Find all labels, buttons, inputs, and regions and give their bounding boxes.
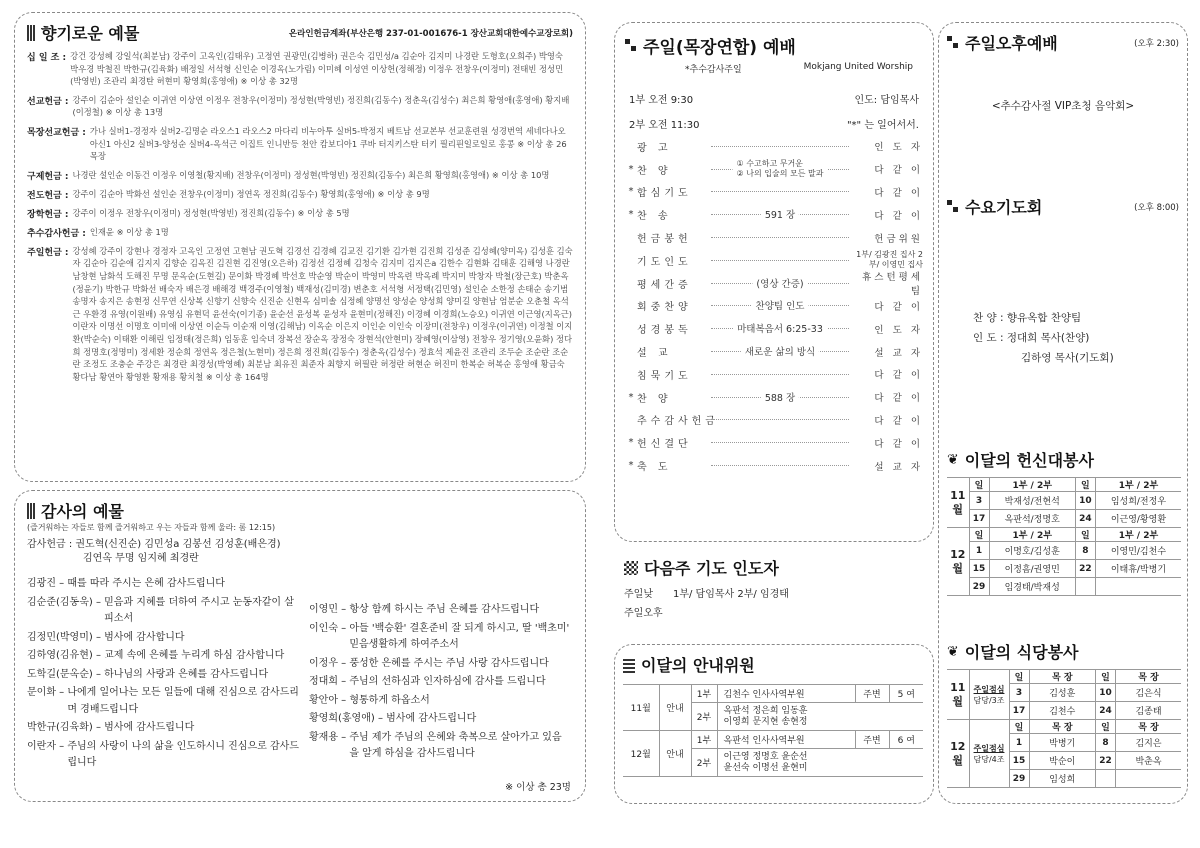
thanks-name: 황안아	[309, 694, 338, 706]
month-num: 11	[950, 488, 966, 502]
thanks-item	[27, 630, 299, 647]
offering-row	[27, 207, 573, 220]
order-dots	[711, 374, 849, 375]
order-dots	[711, 301, 849, 313]
order-person: 다 같 이	[874, 301, 923, 313]
schedule-header: 일	[1096, 720, 1116, 734]
offering-row	[27, 226, 573, 239]
order-dots	[711, 442, 849, 443]
thanks-item	[309, 730, 571, 763]
schedule-day: 29	[969, 578, 989, 596]
thanks-text: 형통하게 하옵소서	[349, 694, 430, 706]
section-mark-icon	[947, 36, 959, 50]
order-detail: 591 장	[761, 207, 799, 221]
thanks-subtitle: (즐거워하는 자들로 함께 즐거워하고 우는 자들과 함께 울라: 롬 12:15)	[27, 523, 276, 532]
thanks-text: 믿음과 지혜를 더하여 주시고 눈동자같이 살피소서	[104, 596, 294, 624]
worship-section	[614, 22, 934, 542]
thanks-item	[309, 621, 571, 654]
thanks-text: 아들 '백승환' 결혼준비 잘 되게 하시고, 딸 '백초미' 믿음생활하게 하여주소서	[349, 622, 570, 650]
ushers-section	[614, 644, 934, 804]
schedule-names: 김종태	[1116, 702, 1181, 720]
worship-order-item	[625, 181, 923, 204]
usher-role: 안내	[659, 685, 691, 731]
order-person: 다 같 이	[874, 210, 923, 222]
schedule-day: 24	[1075, 510, 1095, 528]
order-person: 다 같 이	[874, 438, 923, 450]
thanks-item	[27, 685, 299, 718]
thanks-name: 김정민(박영미)	[27, 631, 93, 643]
ushers-title: 이달의 안내위원	[623, 653, 925, 676]
schedule-names: 김은식	[1116, 684, 1181, 702]
order-detail: (영상 간증)	[752, 276, 807, 290]
ushers-table	[623, 684, 923, 777]
schedule-names: 옥판석/정명호	[989, 510, 1075, 528]
worship-order-item	[625, 295, 923, 318]
thanks-item	[309, 711, 571, 728]
schedule-header: 1부 / 2부	[989, 528, 1075, 542]
schedule-day: 8	[1075, 542, 1095, 560]
schedule-day: 1	[1009, 734, 1029, 752]
thanks-item	[27, 667, 299, 684]
second-service-time: 2부 오전 11:30	[629, 120, 700, 131]
thanks-text: 하나님의 사랑과 은혜를 감사드립니다	[104, 668, 269, 680]
order-item-name: 합심기도	[637, 188, 692, 200]
schedule-names: 이명호/김성훈	[989, 542, 1075, 560]
order-stand-mark: *	[628, 209, 634, 221]
thanks-dash: –	[337, 676, 350, 687]
thanks-dash: –	[92, 668, 105, 680]
schedule-day: 15	[969, 560, 989, 578]
offering-row	[27, 125, 573, 163]
thanks-text: 나에게 일어나는 모든 일들에 대해 진심으로 감사드리며 경배드립니다	[67, 687, 299, 715]
schedule-day: 17	[969, 510, 989, 528]
worship-order-item	[625, 340, 923, 363]
thanks-text: 범사에 감사드립니다	[104, 722, 195, 733]
schedule-day: 22	[1075, 560, 1095, 578]
month-word: 월	[952, 561, 964, 575]
month-word: 월	[952, 502, 964, 516]
worship-order-item	[625, 203, 923, 226]
meal-title: ❦ 이달의 식당봉사	[947, 643, 1079, 662]
offering-names: 강주이 김순아 박화선 설인순 전창우(이정미) 정연옥 정진희(김동수) 황영희(홍영애) ※ 이상 총 9명	[72, 188, 430, 199]
thanks-item	[309, 602, 571, 619]
order-person: 헌금위원	[874, 233, 923, 245]
order-item-name: 성경봉독	[637, 325, 692, 337]
section-checker-icon	[624, 561, 638, 575]
schedule-day: 3	[1009, 684, 1029, 702]
section-bars-icon	[623, 657, 635, 673]
offering-categories	[27, 50, 573, 383]
order-item-name: 헌신결단	[637, 439, 692, 451]
thanks-dash: –	[55, 578, 68, 589]
schedule-day: 22	[1096, 752, 1116, 770]
thanks-dash: –	[92, 596, 105, 608]
schedule-day: 1	[969, 542, 989, 560]
offering-label: 십 일 조 :	[27, 53, 67, 63]
meal-duty-team: 담당/4조	[973, 754, 1005, 764]
thanks-name: 이정우	[309, 657, 338, 669]
order-detail: 찬양팀 인도	[752, 298, 809, 312]
thanks-name: 이란자	[27, 740, 56, 752]
schedule-header: 1부 / 2부	[1095, 528, 1181, 542]
worship-order-item	[625, 386, 923, 409]
afternoon-time: (오후 2:30)	[1134, 38, 1179, 49]
usher-part: 1부	[691, 731, 717, 749]
order-person: 1부/ 김광진 집사 2부/ 이영민 집사	[856, 250, 923, 270]
schedule-names: 김천수	[1029, 702, 1096, 720]
thanks-name: 도학길(문옥순)	[27, 668, 93, 680]
thanks-text: 풍성한 은혜를 주시는 주님 사랑 감사드립니다	[349, 657, 549, 669]
order-person: 다 같 이	[874, 393, 923, 405]
schedule-names: 이정흠/권영민	[989, 560, 1075, 578]
thanks-name: 김광진	[27, 578, 56, 589]
schedule-header: 일	[1009, 670, 1029, 684]
offering-names: 인재윤 ※ 이상 총 1명	[89, 226, 169, 237]
month-cell	[947, 478, 969, 528]
order-detail: 588 장	[761, 390, 799, 404]
order-dots	[711, 237, 849, 238]
worship-order-item	[625, 135, 923, 158]
schedule-day: 15	[1009, 752, 1029, 770]
meal-duty-label: 주일점심	[973, 743, 1005, 753]
thanks-head: 감사헌금 : 권도혁(신진순) 김민성a 김봉선 김성훈(배은경) 김연옥 무명 임지혜 최경란	[27, 539, 281, 564]
order-item-name: 축 도	[637, 462, 672, 474]
wednesday-leader: 인 도 : 정대희 목사(찬양)	[973, 332, 1090, 344]
worship-order-item	[625, 317, 923, 340]
thanks-name: 황재용	[309, 731, 338, 743]
schedule-names: 이영민/김천수	[1095, 542, 1181, 560]
usher-part: 2부	[691, 703, 717, 731]
schedule-header: 일	[1096, 670, 1116, 684]
schedule-names: 김성훈	[1029, 684, 1096, 702]
offering-label: 구제헌금 :	[27, 171, 69, 182]
schedule-header: 일	[1075, 528, 1095, 542]
thanks-right-list	[309, 602, 571, 774]
order-item-name: 광 고	[637, 142, 672, 154]
schedule-names: 임성희	[1029, 770, 1096, 788]
section-bar-icon	[27, 503, 35, 519]
offering-names: 강주이 김순아 설인순 이귀연 이상연 이정우 전창우(이정미) 정성현(박영빈) 정진희(김동수) 정춘옥(김성수) 최은희 황영애(홍영애) 황지배(이정철) ※ 이상 총 13명	[72, 94, 570, 118]
thanks-text: 범사에 감사드립니다	[386, 713, 477, 724]
thanks-dash: –	[337, 604, 350, 615]
schedule-names	[1095, 578, 1181, 596]
schedule-names: 임성희/전정우	[1095, 492, 1181, 510]
order-person: 다 같 이	[874, 415, 923, 427]
order-stand-mark: *	[628, 391, 634, 403]
usher-month: 11월	[623, 685, 659, 731]
schedule-header: 1부 / 2부	[1095, 478, 1181, 492]
schedule-header: 일	[1075, 478, 1095, 492]
worship-order-item	[625, 409, 923, 432]
offering-label: 추수감사헌금 :	[27, 228, 86, 239]
order-dots	[711, 324, 849, 336]
order-person: 다 같 이	[874, 187, 923, 199]
schedule-header: 목 장	[1116, 720, 1181, 734]
worship-order-item	[625, 158, 923, 181]
thanks-dash: –	[92, 722, 105, 733]
thanks-name: 박한규(김육화)	[27, 722, 93, 733]
worship-title: 주일(목장연합) 예배	[625, 33, 923, 58]
order-person: 다 같 이	[874, 165, 923, 177]
afternoon-content: <추수감사절 VIP초청 음악회>	[991, 100, 1135, 112]
service-leader: 인도: 담임목사	[854, 95, 919, 106]
usher-count: 6 여	[889, 731, 923, 749]
thanks-item	[309, 674, 571, 691]
order-item-name: 찬 양	[637, 393, 672, 405]
thanks-text: 때를 따라 주시는 은혜 감사드립니다	[67, 578, 225, 589]
order-item-name: 평세간증	[637, 279, 692, 291]
schedule-header: 목 장	[1029, 670, 1096, 684]
order-stand-mark: *	[628, 186, 634, 198]
offering-label: 주일헌금 :	[27, 247, 69, 258]
thanks-name: 정대희	[309, 676, 338, 687]
offering-names: 나경란 설인순 이동건 이정우 이영철(황지배) 전창우(이정미) 정성현(박영빈) 정진희(김동수) 최은희 황영희(홍영애) ※ 이상 총 10명	[72, 169, 550, 180]
thanks-item	[27, 739, 299, 772]
offering-row	[27, 245, 573, 384]
first-service-time: 1부 오전 9:30	[629, 95, 694, 106]
offering-names: 강건 강성혜 강일석(최분남) 강주이 고옥인(김태우) 고정연 권광민(김병하) 권은숙 김민성/a 김순아 김지미 나경란 도형호(오희주) 박영숙 박우경 박철진 박한규(김육화) 배정일 서석형 신인순 이경옥(노가림) 이미혜 이성연 이상헌(정해정) 이정우 전창우(이정미) 전태빈 정성민(박영빈) 조관리 최경탄 허현미 황영희(홍영애) ※ 이상 총 32명	[70, 51, 564, 87]
nextweek-section	[614, 546, 934, 642]
wednesday-title: 수요기도회	[947, 195, 1042, 218]
wednesday-prayer-leader: 김하영 목사(기도회)	[1021, 352, 1114, 364]
thanks-name: 김하영(김유현)	[27, 650, 93, 661]
offering-names: 강주이 이정우 전창우(이정미) 정성현(박영빈) 정진희(김동수) ※ 이상 총 5명	[72, 207, 350, 218]
order-stand-mark: *	[628, 460, 634, 472]
order-item-name: 회중찬양	[637, 302, 692, 314]
schedule-day: 10	[1096, 684, 1116, 702]
usher-names: 옥판석 인사사역부원	[717, 731, 855, 749]
order-item-name: 찬 송	[637, 211, 672, 223]
thanks-text: 주님 제가 주님의 은혜와 축복으로 살아가고 있음을 알게 하심을 감사드립니다	[349, 731, 562, 759]
usher-names: 이근영 정명호 윤순선 윤선숙 이명선 윤현미	[717, 749, 923, 777]
offering-names: 강성혜 강주이 강현나 경정자 고옥인 고정연 고현남 권도혁 김경선 김경혜 김교진 김기환 김가현 김진희 김성준 김성혜(양미옥) 김성훈 김숙자 김순아 김순애 김지지 김향순 김옥진 김진현 김진영(오은하) 김정선 김정혜 김청숙 김지미 김지은a 김한수 김현화 김태훈 김해영 나경란 남창현 남화석 도해진 무명 문옥순(도현길) 문이화 박경혜 박선호 박순영 박순이 박영미 박옥련 박옥례 박지미 박창자 박철(장근호) 박춘옥(정윤기) 박한규 박화선 배숙자 배은경 배해경 백경주(이영철) 백재성(김미경) 변춘호 서석형 서정택(김민영) 설인순 소한정 손태순 송기범 송명자 송지은 송현정 신무연 신상복 신향기 신향숙 신진순 신현옥 심미솔 심정혜 양명선 양성순 양성희 양미길 양현남 엄분순 오춘철 옥석근 우환경 유영(이원배) 유영심 유현덕 윤선숙(이기종) 윤순선 윤성복 윤성자 윤현미(정해진) 이경혜 이경희(노승오) 이귀연 이근영(지옥근) 이란자 이명선 이명호 이미애 이상연 이순득 이순재 이영(김해남) 이옥순 이은지 이인순 이인숙 이장미(전창우) 이정우(이귀연) 이정철 이지환(박순숙) 이태환 이해린 임정태(정은희) 임동훈 임숙녀 장복선 장순옥 장정숙 장현석(안현미) 장혜영(이삼영) 전창우 정기영(오윤화) 정다희 정명호(정명미) 정세환 정순희 정연옥 정은철(노현미) 정은희 정진희(김동수) 정춘옥(김성수) 정효석 제윤진 조관리 조두순 조순란 조순란 조정도 조충순 주강은 최경란 최경성(박영혜) 최분남 최유진 최준자 최향지 허필란 허정란 허현순 허진미 한복순 허복순 홍영애 황금숙 황다남 황연아 황영환 황재용 황치철 ※ 이상 총 164명	[72, 245, 573, 382]
thanks-dash: –	[337, 694, 350, 706]
offering-names: 가나 실버1-경정자 실버2-김명순 라오스1 라오스2 마다리 비누아투 실버5-박정지 베트남 선교본부 선교훈련원 성경번역 세네다나오 아신1 아신2 실버3-양성순 실버4-옥석근 이집트 인니반등 천안 캄보디아1 쿠바 터지키스탄 터키 필리핀일로일로 홍콩 ※ 이상 총 26목장	[89, 125, 567, 162]
order-dots	[711, 419, 849, 420]
thanks-item	[27, 648, 299, 665]
schedule-header: 일	[969, 528, 989, 542]
thanks-name: 이인숙	[309, 622, 338, 634]
usher-month: 12월	[623, 731, 659, 777]
schedule-names: 이근영/황영환	[1095, 510, 1181, 528]
month-cell	[947, 720, 969, 788]
nextweek-label-day: 주일낮	[624, 589, 653, 600]
offering-label: 선교헌금 :	[27, 96, 69, 107]
month-cell	[947, 528, 969, 596]
offering-section	[14, 12, 586, 482]
schedule-names: 박순이	[1029, 752, 1096, 770]
schedule-names: 이태휴/박병기	[1095, 560, 1181, 578]
bank-account: 온라인헌금계좌(부산은행 237-01-001676-1 장산교회대한예수교장로회)	[288, 28, 573, 39]
order-dots	[711, 347, 849, 359]
usher-names: 김천수 인사사역부원	[717, 685, 855, 703]
schedule-day: 3	[969, 492, 989, 510]
order-dots	[711, 158, 849, 178]
usher-part: 1부	[691, 685, 717, 703]
worship-english: Mokjang United Worship	[803, 62, 913, 72]
usher-count: 5 여	[889, 685, 923, 703]
order-person: 인 도 자	[874, 142, 923, 154]
usher-role: 안내	[659, 731, 691, 777]
meal-duty-label: 주일점심	[973, 684, 1005, 694]
nextweek-title: 다음주 기도 인도자	[624, 556, 924, 579]
schedule-day: 17	[1009, 702, 1029, 720]
devotion-table	[947, 477, 1181, 596]
order-dots	[711, 278, 849, 290]
thanks-section	[14, 490, 586, 802]
schedule-names: 김지은	[1116, 734, 1181, 752]
thanks-text: 주님의 선하심과 인자하심에 감사를 드립니다	[349, 676, 546, 687]
order-dots	[711, 392, 849, 404]
thanks-text: 항상 함께 하시는 주님 은혜를 감사드립니다	[349, 604, 540, 615]
month-num: 11	[950, 680, 966, 694]
thanks-dash: –	[92, 650, 105, 661]
wednesday-praise: 찬 양 : 향유옥합 찬양팀	[973, 312, 1082, 324]
order-person: 다 같 이	[874, 370, 923, 382]
order-item-name: 기도인도	[637, 256, 692, 268]
schedule-day: 10	[1075, 492, 1095, 510]
offering-row	[27, 50, 573, 88]
devotion-title: ❦ 이달의 헌신대봉사	[947, 451, 1094, 470]
order-dots	[711, 146, 849, 147]
section-mark-icon	[625, 39, 637, 53]
order-detail: ① 수고하고 무거운 ② 나의 입술의 모든 말과	[733, 159, 828, 179]
thanks-dash: –	[92, 631, 105, 643]
worship-order-item	[625, 363, 923, 386]
thanks-dash: –	[374, 713, 387, 724]
order-person: 휴스턴평세팀	[862, 272, 923, 298]
worship-order	[625, 135, 923, 477]
thanks-item	[309, 656, 571, 673]
offering-title: 향기로운 예물	[27, 21, 139, 44]
order-person: 설 교 자	[874, 461, 923, 473]
schedule-day: 29	[1009, 770, 1029, 788]
nextweek-value-day: 1부/ 담임목사 2부/ 임경태	[672, 589, 789, 600]
schedule-day	[1075, 578, 1095, 596]
order-item-name: 찬 양	[637, 165, 672, 177]
order-item-name: 헌금봉헌	[637, 234, 692, 246]
usher-side: 주변	[855, 685, 889, 703]
right-column	[938, 22, 1188, 804]
thanks-item	[27, 576, 299, 593]
worship-order-item	[625, 454, 923, 477]
worship-order-item	[625, 431, 923, 454]
order-detail: 새로운 삶의 방식	[741, 344, 819, 358]
thanks-dash: –	[55, 687, 68, 698]
meal-duty	[969, 670, 1009, 720]
usher-side: 주변	[855, 731, 889, 749]
meal-duty	[969, 720, 1009, 788]
usher-part: 2부	[691, 749, 717, 777]
month-cell	[947, 670, 969, 720]
schedule-header: 일	[969, 478, 989, 492]
leaf-icon: ❦	[947, 451, 959, 468]
afternoon-title: 주일오후예배	[947, 31, 1058, 54]
meal-table	[947, 669, 1181, 788]
thanks-item	[27, 720, 299, 737]
thanks-title: 감사의 예물	[27, 499, 573, 522]
month-num: 12	[950, 739, 966, 753]
offering-row	[27, 94, 573, 119]
order-dots	[711, 465, 849, 466]
schedule-day: 24	[1096, 702, 1116, 720]
worship-order-item	[625, 226, 923, 249]
offering-row	[27, 169, 573, 182]
usher-names: 옥판석 정은희 임동훈 이영희 문지현 송현정	[717, 703, 923, 731]
thanks-name: 이영민	[309, 604, 338, 615]
schedule-header: 1부 / 2부	[989, 478, 1075, 492]
order-stand-mark: *	[628, 163, 634, 175]
nextweek-label-afternoon: 주일오후	[624, 608, 663, 619]
wednesday-time: (오후 8:00)	[1134, 202, 1179, 213]
worship-order-item	[625, 272, 923, 298]
thanks-item	[309, 693, 571, 710]
order-stand-mark: *	[628, 437, 634, 449]
thanks-dash: –	[55, 740, 68, 752]
offering-label: 목장선교헌금 :	[27, 127, 86, 138]
order-person: 인 도 자	[874, 324, 923, 336]
worship-subtitle: *추수감사주일	[685, 65, 742, 75]
thanks-name: 김순준(김동욱)	[27, 596, 93, 608]
schedule-day: 8	[1096, 734, 1116, 752]
order-dots	[711, 210, 849, 222]
thanks-item	[27, 595, 299, 628]
order-item-name: 설 교	[637, 348, 672, 360]
schedule-header: 일	[1009, 720, 1029, 734]
thanks-dash: –	[337, 731, 350, 743]
thanks-name: 문이화	[27, 687, 56, 698]
section-bar-icon	[27, 25, 35, 41]
order-item-name: 추수감사헌금	[637, 416, 719, 428]
schedule-names: 박병기	[1029, 734, 1096, 752]
month-word: 월	[952, 753, 964, 767]
schedule-header: 목 장	[1029, 720, 1096, 734]
order-dots	[711, 191, 849, 192]
schedule-names: 임경태/박재성	[989, 578, 1075, 596]
month-num: 12	[950, 547, 966, 561]
offering-label: 장학헌금 :	[27, 209, 69, 220]
order-dots	[711, 260, 849, 261]
schedule-day	[1096, 770, 1116, 788]
leaf-icon: ❦	[947, 643, 959, 660]
thanks-text: 범사에 감사합니다	[104, 631, 185, 643]
schedule-names	[1116, 770, 1181, 788]
thanks-dash: –	[337, 657, 350, 669]
order-person: 설 교 자	[874, 347, 923, 359]
thanks-dash: –	[337, 622, 350, 634]
schedule-header: 목 장	[1116, 670, 1181, 684]
thanks-text: 주님의 사랑이 나의 삶을 인도하시니 진심으로 감사드립니다	[67, 740, 299, 768]
meal-duty-team: 담당/3조	[973, 695, 1005, 705]
section-mark-icon	[947, 200, 959, 214]
thanks-text: 교제 속에 은혜를 누리게 하심 감사합니다	[104, 650, 285, 661]
thanks-name: 황영희(홍영애)	[309, 713, 375, 724]
offering-label: 전도헌금 :	[27, 190, 69, 201]
order-detail: 마태복음서 6:25-33	[733, 321, 827, 335]
thanks-total: ※ 이상 총 23명	[505, 782, 571, 793]
standing-note: "*" 는 일어서서.	[846, 120, 919, 131]
thanks-left-list	[27, 576, 299, 774]
order-item-name: 침묵기도	[637, 370, 692, 382]
schedule-names: 박재성/전현석	[989, 492, 1075, 510]
month-word: 월	[952, 694, 964, 708]
offering-row	[27, 188, 573, 201]
schedule-names: 박춘옥	[1116, 752, 1181, 770]
